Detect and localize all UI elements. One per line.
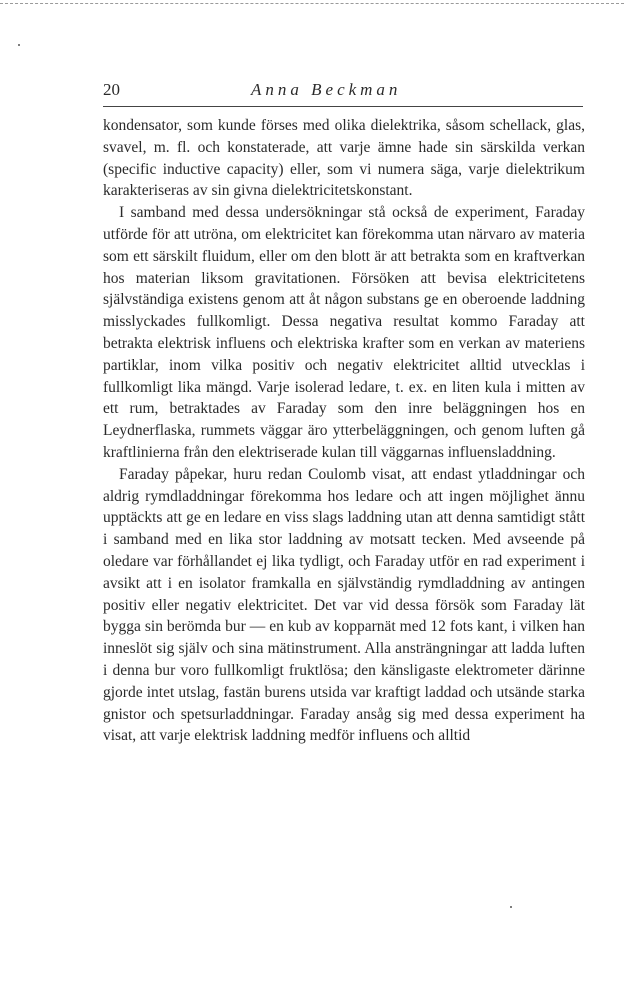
header-rule xyxy=(103,106,583,107)
scan-speck xyxy=(18,44,20,46)
scan-speck xyxy=(510,906,512,908)
page-number: 20 xyxy=(103,80,120,99)
running-head: Anna Beckman xyxy=(251,80,402,99)
paragraph: Faraday påpekar, huru redan Coulomb visat, att endast ytladdningar och aldrig rymdladdningar förekomma hos ledare och att ingen möjlighet ännu upptäckts att ge en ledare en viss slags laddning utan att denna samtidigt stått i samband med en lika stor laddning av motsatt tecken. Med avseende på oledare var förhållandet ej lika tydligt, och Faraday utför en rad experiment i avsikt att i en isolator framkalla en självständig rymdladdning av antingen positiv eller negativ elektricitet. Det var vid dessa försök som Faraday lät bygga sin berömda bur — en kub av kopparnät med 12 fots kant, i vilken han inneslöt sig själv och sina mätinstrument. Alla ansträngningar att ladda luften i denna bur voro fullkomligt fruktlösa; den känsligaste elektrometer därinne gjorde intet utslag, fastän burens utsida var kraftigt laddad och utsände starka gnistor och spetsurladdningar. Faraday ansåg sig med dessa experiment ha visat, att varje elektrisk laddning medför influens och alltid xyxy=(103,465,585,745)
top-edge-rule xyxy=(0,3,624,4)
body-text xyxy=(103,115,585,747)
page-header xyxy=(103,80,583,104)
paragraph: I samband med dessa undersökningar stå också de experiment, Faraday utförde för att utröna, om elektricitet kan förekomma utan närvaro av materia som ett särskilt fluidum, eller om den blott är att betrakta som en kraftverkan hos materian liksom gravitationen. Försöken att bevisa elektricitetens självständiga existens genom att åt någon substans ge en oberoende laddning misslyckades fullkomligt. Dessa negativa resultat kommo Faraday att betrakta elektrisk influens och elektriska krafter som en verkan av materiens partiklar, inom vilka positiv och negativ elektricitet alltid utvecklas i fullkomligt lika mängd. Varje isolerad ledare, t. ex. en liten kula i mitten av ett rum, betraktades av Faraday som den inre beläggningen hos en Leydnerflaska, rummets väggar äro ytterbeläggningen, och genom luften gå kraftlinierna från den elektriserade kulan till väggarnas influensladdning. xyxy=(103,204,585,461)
paragraph: kondensator, som kunde förses med olika dielektrika, såsom schellack, glas, svavel, m. fl. och konstaterade, att varje ämne hade sin särskilda verkan (specific inductive capacity) eller, som vi numera säga, varje dielektrikum karakteriseras av sin givna dielektricitetskonstant. xyxy=(103,117,585,200)
